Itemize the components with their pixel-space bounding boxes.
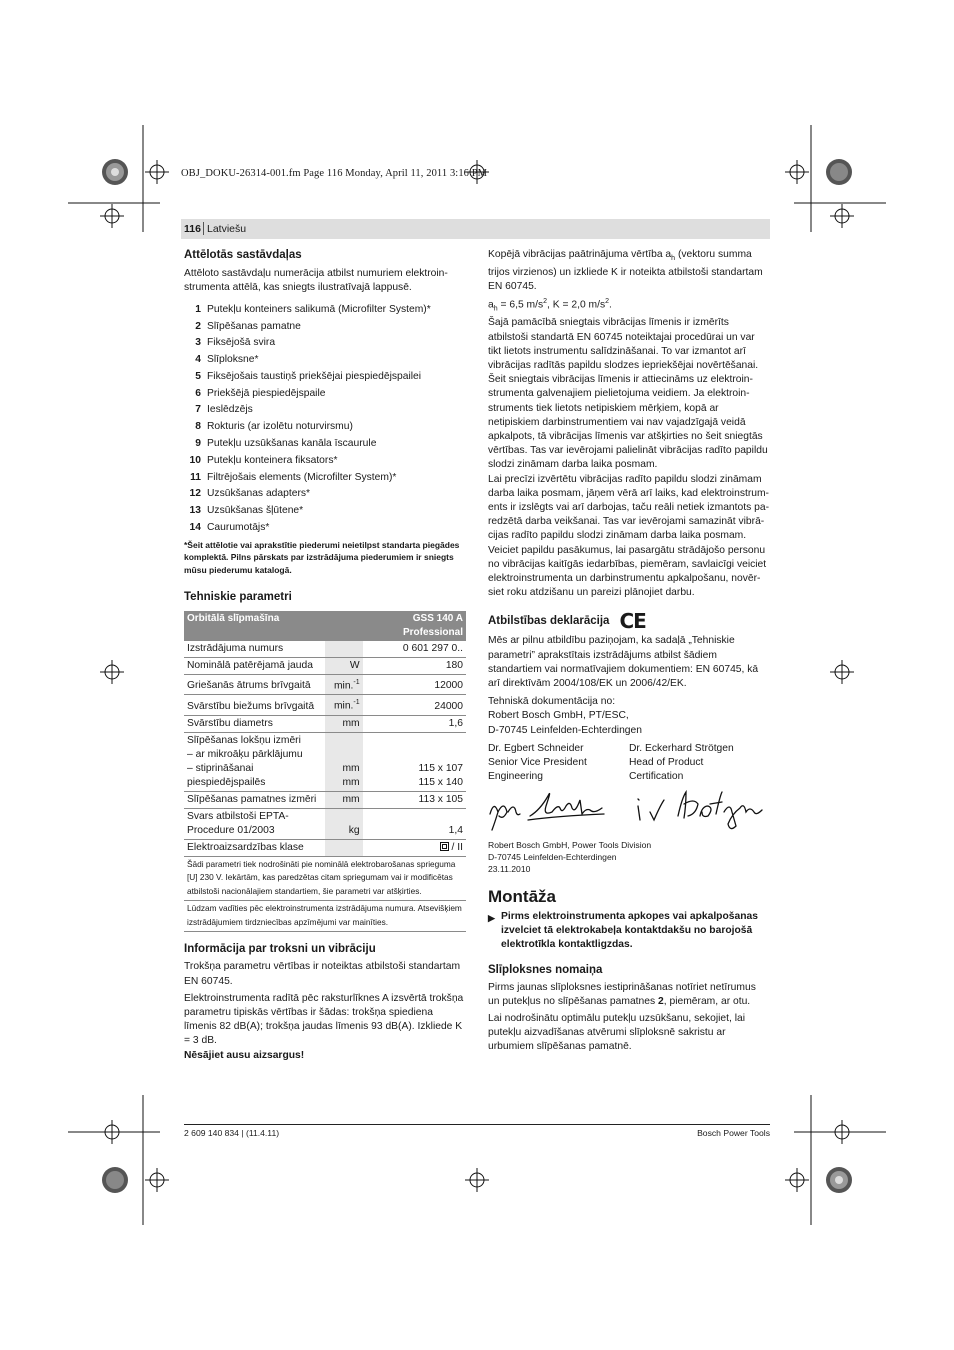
- list-item: 3 Fiksējošā svira: [195, 337, 276, 349]
- declaration-title: Atbilstības deklarācija: [488, 614, 610, 627]
- list-item: 12 Uzsūkšanas adapters*: [189, 488, 311, 500]
- noise-warning: Nēsājiet ausu aizsargus!: [184, 1049, 305, 1061]
- table-note-voltage: Šādi parametri tiek nodrošināti pie nominālā elektrobarošanas sprieguma [U] 230 V. Iekārtām, kas paredzētas citam spriegumam vai ir modificētas atbilstoši nacionālajiem standartiem, šie parametri var atšķirties.: [184, 857, 466, 902]
- double-insulation-icon: [440, 842, 449, 851]
- vibration-p1: Kopējā vibrācijas paātrinājuma vērtība $a_h$ (vektoru summa trijos virzienos) un izkliede K ir noteikta atbilstoši standartam EN 60745.: [488, 249, 763, 293]
- table-row: Slīpēšanas lokšņu izmēri – ar mikroāķu pārklājumu – stiprināšanai piespiedējspailēs mm mm 115 x 107 115 x 140: [184, 732, 466, 791]
- left-column: [184, 248, 466, 1063]
- noise-p1: Trokšņa parametru vērtības ir noteiktas atbilstoši standartam EN 60745.: [184, 961, 461, 987]
- language-label: Latviešu: [207, 223, 247, 235]
- divider: [203, 222, 204, 235]
- list-item: 1 Putekļu konteiners salikumā (Microfilter System)*: [195, 303, 431, 315]
- table-row: Elektroaizsardzības klase / II: [184, 839, 466, 856]
- table-row: Svars atbilstoši EPTA-Procedure 01/2003 kg 1,4: [184, 808, 466, 839]
- assembly-title: Montāža: [488, 886, 556, 906]
- list-item: 13 Uzsūkšanas šļūtene*: [189, 505, 304, 517]
- declaration-p1: Mēs ar pilnu atbildību paziņojam, ka sadaļā „Tehniskie parametri” aprakstītais izstrādājums atbilst šādiem standartiem vai normatīvajiem dokumentiem: EN 60745, kā arī direktīvām 2004/108/EK un 2006/42/EK.: [488, 635, 759, 689]
- unit-with-superscript: min.$^{-1}$: [325, 675, 363, 695]
- tech-title: Tehniskie parametri: [184, 591, 292, 604]
- footer-divider: [184, 1124, 770, 1125]
- list-item: 9 Putekļu uzsūkšanas kanāla īscaurule: [195, 438, 377, 450]
- components-intro: Attēloto sastāvdaļu numerācija atbilst numuriem elektroin-strumenta attēlā, kas sniegts ilustratīvajā lappusē.: [184, 268, 448, 294]
- table-note-article: Lūdzam vadīties pēc elektroinstrumenta izstrādājuma numura. Atsevišķiem izstrādājumiem tirdzniecības apzīmējumi var mainīties.: [184, 901, 466, 932]
- footer-brand: Bosch Power Tools: [697, 1128, 770, 1138]
- list-item: 6 Priekšējā piespiedējspaile: [195, 387, 326, 399]
- list-item: 7 Ieslēdzējs: [195, 404, 253, 416]
- accessories-footnote: *Šeit attēlotie vai aprakstītie piederumi neietilpst standarta piegādes komplektā. Pilns pārskats par izstrādājuma piederumiem ir sniegts mūsu piederumu katalogā.: [184, 539, 460, 575]
- assembly-p1: Pirms jaunas slīploksnes iestiprināšanas notīriet netīrumus un putekļus no slīpēšanas pamatnes 2, piemēram, ar otu.: [488, 981, 756, 1007]
- list-item: 14 Caurumotājs*: [189, 522, 270, 534]
- spec-table: [184, 611, 466, 857]
- vibration-values: $a_h = 6,5$ $m/s^2$, K = 2,0 $m/s^2$.: [488, 297, 612, 313]
- list-item: 10 Putekļu konteinera fiksators*: [189, 454, 338, 466]
- vibration-p4: Lai precīzi izvērtētu vibrācijas radīto papildu slodzi zināmam darba laika posmam, jāņem vērā arī laiks, kad elektroinstrum-ents ir izslēgts vai arī darbojas, taču reāli netiek izmantots pa-redzētā darba veikšanai. Tas var ievērojami samazināt vibrā-cijas radīto papildu slodzi zināmam darba laika posmam. Veiciet papildu pasākumus, lai pasargātu strādājošo personu no vibrācijas kaitīgās iedarbības, piemēram, savlaicīgi veiciet elektroinstrumenta un darbinstrumentu apkalpošanu, novēr-siet roku atdzišanu un pareizi plānojiet darbu.: [488, 473, 770, 599]
- declaration-p2: Tehniskā dokumentācija no: Robert Bosch GmbH, PT/ESC, D-70745 Leinfelden-Echterdingen: [488, 696, 642, 736]
- signatory-right: Dr. Eckerhard Strötgen Head of Product Certification: [629, 742, 734, 783]
- noise-p2: Elektroinstrumenta radītā pēc raksturlīknes A izsvērtā trokšņa parametru tipiskās vērtības ir šādas: trokšņa spiediena līmenis 82 dB(A); trokšņa jaudas līmenis 93 dB(A). Izkliede K = 3 dB.: [184, 992, 464, 1047]
- page-number: 116: [184, 223, 201, 235]
- right-column: [488, 248, 770, 1055]
- list-item: 11 Filtrējošais elements (Microfilter System)*: [190, 471, 397, 483]
- list-item: 8 Rokturis (ar izolētu noturvirsmu): [195, 421, 353, 433]
- ce-mark-icon: CE: [619, 609, 646, 634]
- bullet-triangle-icon: ▶: [488, 913, 495, 924]
- handwritten-signatures: [488, 786, 773, 836]
- table-row: Izstrādājuma numurs 0 601 297 0..: [184, 641, 466, 658]
- list-item: 5 Fiksējošais taustiņš priekšējai piespiedējspailei: [195, 370, 422, 382]
- table-row: Slīpēšanas pamatnes izmēri mm 113 x 105: [184, 791, 466, 808]
- list-item: 2 Slīpēšanas pamatne: [195, 320, 301, 332]
- assembly-warning: ▶ Pirms elektroinstrumenta apkopes vai apkalpošanas izvelciet tā elektrokabeļa kontaktdakšu no barojošā elektrotīkla kontaktligzdas.: [488, 910, 770, 953]
- company-address: Robert Bosch GmbH, Power Tools Division D-70745 Leinfelden-Echterdingen 23.11.2010: [488, 840, 652, 875]
- components-list: [184, 301, 466, 536]
- assembly-p2: Lai nodrošinātu optimālu putekļu uzsūkšanu, sekojiet, lai putekļu aizvadīšanas atvērumi slīploksnē sakristu ar urbumiem slīpēšanas pamatnē.: [488, 1013, 746, 1053]
- list-item: 4 Slīploksne*: [195, 354, 259, 366]
- noise-title: Informācija par troksni un vibrāciju: [184, 943, 376, 956]
- table-row: Nominālā patērējamā jauda W 180: [184, 658, 466, 675]
- table-row: Svārstību diametrs mm 1,6: [184, 715, 466, 732]
- signatories: [488, 742, 770, 785]
- page-header-bar: [181, 219, 770, 239]
- table-row: Svārstību biežums brīvgaitā min.$^{-1}$ 24000: [184, 695, 466, 715]
- sanding-sheet-title: Slīploksnes nomaiņa: [488, 963, 603, 976]
- file-info: OBJ_DOKU-26314-001.fm Page 116 Monday, April 11, 2011 3:16 PM: [181, 168, 488, 179]
- footer-doc-number: 2 609 140 834 | (11.4.11): [184, 1128, 280, 1138]
- declaration-heading: [488, 609, 770, 634]
- signatory-left: Dr. Egbert Schneider Senior Vice President Engineering: [488, 742, 587, 783]
- table-row: Griešanās ātrums brīvgaitā min.$^{-1}$ 12000: [184, 675, 466, 695]
- components-title: Attēlotās sastāvdaļas: [184, 249, 302, 261]
- table-header: Orbitālā slīpmašīna GSS 140 A Professional: [184, 611, 466, 641]
- unit-with-superscript: min.$^{-1}$: [325, 695, 363, 715]
- vibration-p3: Šajā pamācībā sniegtais vibrācijas līmenis ir izmērīts atbilstoši standartā EN 60745 noteiktajai procedūrai un var tikt lietots instrumentu salīdzināšanai. To var izmantot arī vibrācijas radītās papildu slodzes iepriekšējai novērtēšanai. Šeit sniegtais vibrācijas līmenis ir attiecināms uz elektroin-strumenta galvenajiem pielietojuma veidiem. Ja elektroin-struments tiek lietots netipiskiem mērķiem, kopā ar netipiskiem darbinstrumentiem vai nav vajadzīgajā veidā apkalpots, tā vibrācijas līmenis var atšķirties no šeit sniegtās vērtības. Tas var ievērojami palielināt vibrācijas radīto papildu slodzi zināmam darba laika posmam.: [488, 317, 768, 471]
